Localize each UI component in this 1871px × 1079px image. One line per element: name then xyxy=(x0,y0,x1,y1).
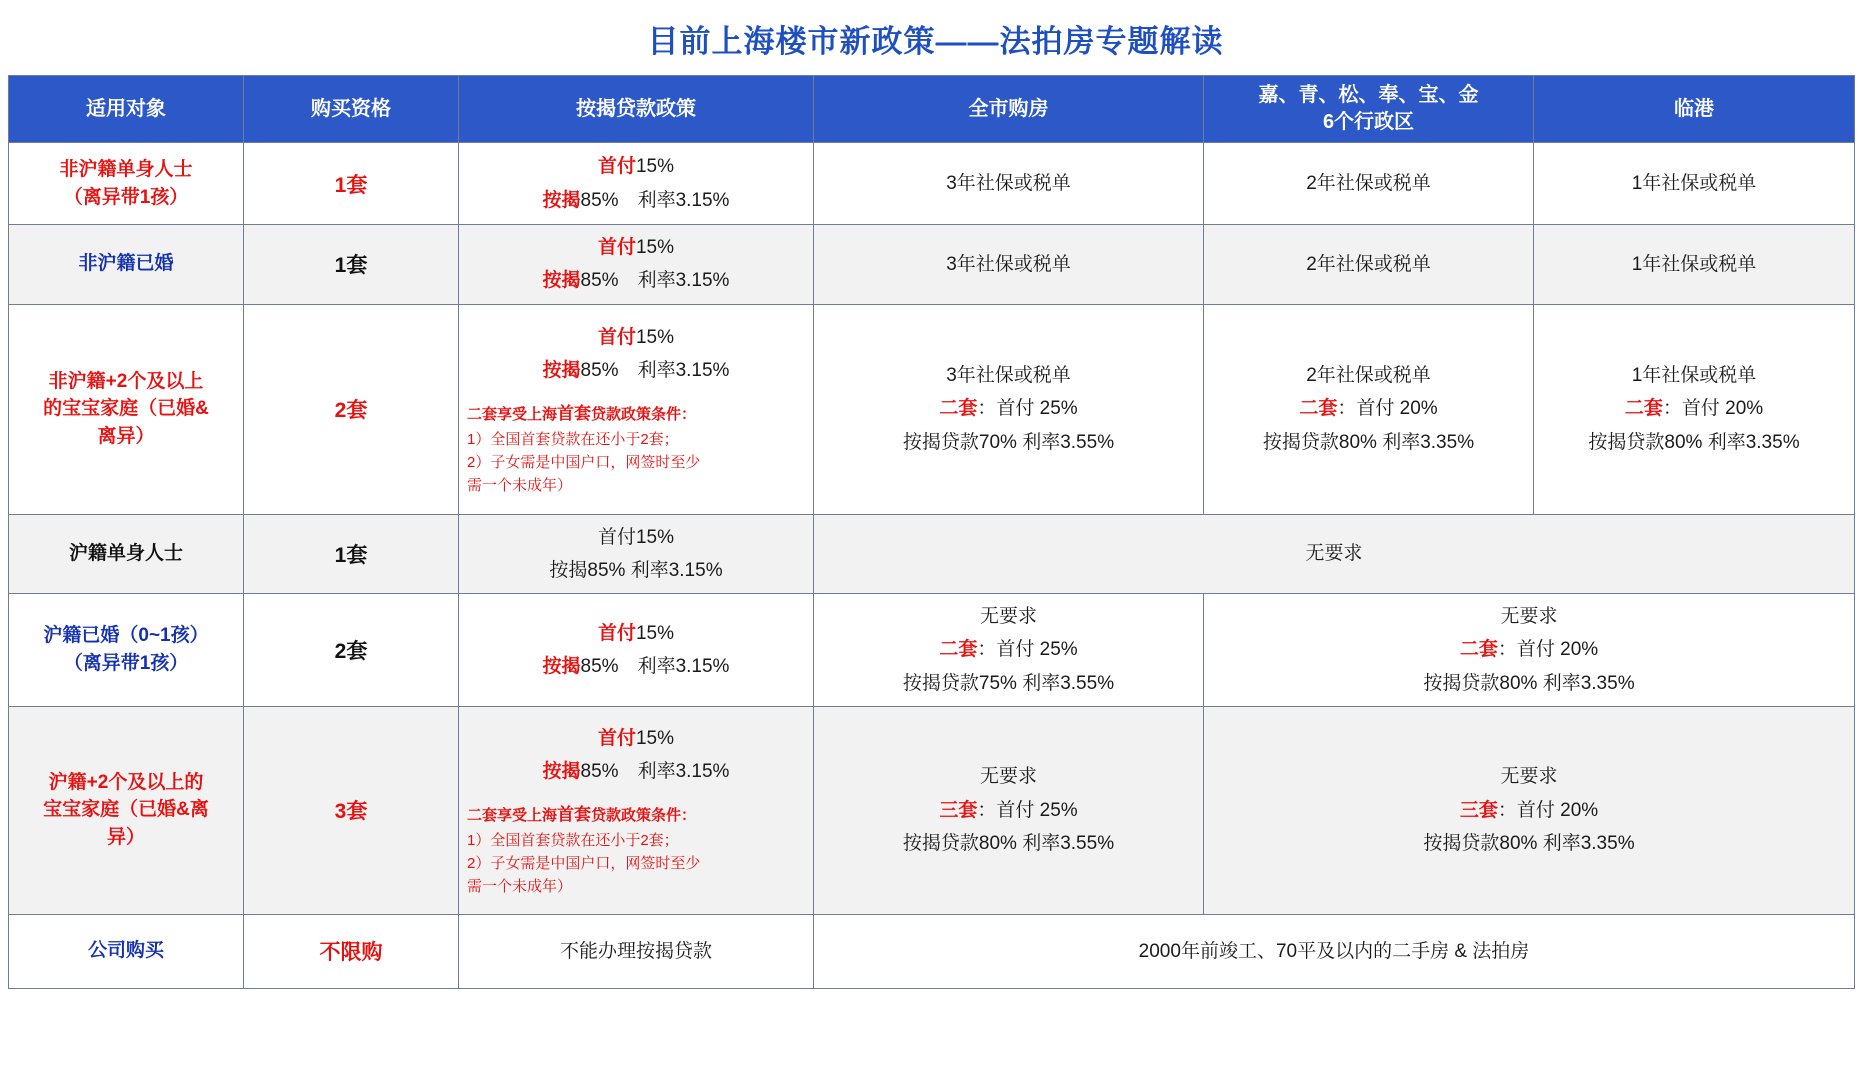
cell-loan-policy xyxy=(459,304,814,514)
lingang-line-1: 1年社保或税单 xyxy=(1631,365,1757,387)
table-row xyxy=(9,706,1855,914)
table-row xyxy=(9,914,1855,988)
loan-note-item-2: 2）子女需是中国户口，网签时至少 xyxy=(467,453,701,471)
loan-line-1: 首付15% xyxy=(597,237,675,258)
table-header xyxy=(9,76,1855,143)
object-line1: 沪籍+2个及以上的 xyxy=(48,771,204,793)
loan-line-2: 按揭85% 利率3.15% xyxy=(549,559,723,581)
six-districts-line-3: 按揭贷款80% 利率3.35% xyxy=(1262,431,1475,453)
header-cell-six-districts xyxy=(1204,76,1534,143)
cell-loan-policy xyxy=(459,706,814,914)
table-row xyxy=(9,143,1855,225)
loan-line-1: 首付15% xyxy=(597,526,675,548)
cell-lingang: 1年社保或税单 xyxy=(1534,143,1855,225)
cell-merged-right xyxy=(1204,706,1855,914)
object-line3: 异） xyxy=(106,827,145,849)
cell-loan-policy xyxy=(459,225,814,305)
citywide-line-3: 按揭贷款75% 利率3.55% xyxy=(902,672,1115,694)
cell-object xyxy=(9,706,244,914)
loan-note xyxy=(467,802,805,898)
citywide-line-1: 3年社保或税单 xyxy=(946,365,1071,387)
cell-citywide xyxy=(814,304,1204,514)
header-cell-qualification: 购买资格 xyxy=(244,76,459,143)
cell-merged-requirements: 无要求 xyxy=(814,514,1855,594)
cell-citywide: 3年社保或税单 xyxy=(814,225,1204,305)
object-line2: （离异带1孩） xyxy=(63,652,189,674)
cell-qualification: 2套 xyxy=(244,304,459,514)
object-line2: 的宝宝家庭（已婚& xyxy=(43,398,209,420)
merged-right-line-3: 按揭贷款80% 利率3.35% xyxy=(1423,672,1635,694)
six-districts-line-2: 二套：首付 20% xyxy=(1299,398,1438,420)
cell-object: 沪籍单身人士 xyxy=(9,514,244,594)
cell-qualification: 1套 xyxy=(244,143,459,225)
cell-merged-right: 2000年前竣工、70平及以内的二手房 & 法拍房 xyxy=(814,914,1855,988)
cell-qualification: 2套 xyxy=(244,594,459,707)
header-cell-object: 适用对象 xyxy=(9,76,244,143)
citywide-line-3: 按揭贷款70% 利率3.55% xyxy=(902,431,1115,453)
cell-object: 公司购买 xyxy=(9,914,244,988)
cell-loan-policy xyxy=(459,143,814,225)
loan-note-item-2b: 需一个未成年） xyxy=(467,878,573,896)
table-row xyxy=(9,594,1855,707)
merged-right-line-1: 无要求 xyxy=(1500,606,1558,627)
cell-citywide: 3年社保或税单 xyxy=(814,143,1204,225)
cell-lingang xyxy=(1534,304,1855,514)
citywide-line-1: 无要求 xyxy=(979,766,1037,788)
cell-loan-policy xyxy=(459,514,814,594)
header-cell-citywide: 全市购房 xyxy=(814,76,1204,143)
object-line2: 宝宝家庭（已婚&离 xyxy=(43,799,209,821)
cell-object xyxy=(9,304,244,514)
header-row xyxy=(9,76,1855,143)
cell-qualification: 不限购 xyxy=(244,914,459,988)
cell-qualification: 3套 xyxy=(244,706,459,914)
loan-note-item-1: 1）全国首套贷款在还小于2套； xyxy=(467,430,679,448)
six-districts-line-1: 2年社保或税单 xyxy=(1306,365,1431,387)
cell-object xyxy=(9,143,244,225)
loan-line-2: 按揭85% 利率3.15% xyxy=(542,761,730,783)
loan-line-2: 按揭85% 利率3.15% xyxy=(542,655,730,677)
merged-right-line-3: 按揭贷款80% 利率3.35% xyxy=(1423,832,1635,854)
loan-line-1: 首付15% xyxy=(597,326,675,348)
table-row xyxy=(9,514,1855,594)
cell-qualification: 1套 xyxy=(244,514,459,594)
merged-right-line-2: 三套：首付 20% xyxy=(1459,799,1599,821)
citywide-line-2: 三套：首付 25% xyxy=(939,799,1078,821)
lingang-line-3: 按揭贷款80% 利率3.35% xyxy=(1588,431,1800,453)
cell-citywide xyxy=(814,594,1204,707)
cell-citywide xyxy=(814,706,1204,914)
citywide-line-2: 二套：首付 25% xyxy=(939,398,1078,420)
loan-line-1: 首付15% xyxy=(597,622,675,644)
loan-line-1: 首付15% xyxy=(597,156,675,178)
cell-six-districts: 2年社保或税单 xyxy=(1204,225,1534,305)
table-row xyxy=(9,225,1855,305)
object-line1: 非沪籍单身人士 xyxy=(59,158,193,180)
cell-loan-policy xyxy=(459,594,814,707)
cell-qualification: 1套 xyxy=(244,225,459,305)
loan-line-2: 按揭85% 利率3.15% xyxy=(542,189,730,211)
table-body xyxy=(9,143,1855,989)
citywide-line-2: 二套：首付 25% xyxy=(939,639,1078,661)
table-row xyxy=(9,304,1855,514)
policy-table xyxy=(8,75,1855,989)
object-line2: （离异带1孩） xyxy=(63,186,189,208)
object-line1: 沪籍已婚（0~1孩） xyxy=(43,625,209,647)
loan-line-2: 按揭85% 利率3.15% xyxy=(542,270,730,292)
cell-lingang: 1年社保或税单 xyxy=(1534,225,1855,305)
loan-line-2: 按揭85% 利率3.15% xyxy=(542,359,730,381)
citywide-line-3: 按揭贷款80% 利率3.55% xyxy=(902,832,1115,854)
cell-loan-policy: 不能办理按揭贷款 xyxy=(459,914,814,988)
header-cell-lingang: 临港 xyxy=(1534,76,1855,143)
object-line1: 非沪籍+2个及以上 xyxy=(48,370,204,392)
header-six-districts-line2: 6个行政区 xyxy=(1322,111,1415,133)
cell-six-districts xyxy=(1204,304,1534,514)
loan-line-1: 首付15% xyxy=(597,727,675,749)
page-title: 目前上海楼市新政策——法拍房专题解读 xyxy=(647,24,1224,59)
loan-note-title: 二套享受上海首套贷款政策条件： xyxy=(467,805,697,825)
lingang-line-2: 二套：首付 20% xyxy=(1624,398,1764,420)
loan-note-item-2b: 需一个未成年） xyxy=(467,477,573,495)
loan-note-title: 二套享受上海首套贷款政策条件： xyxy=(467,404,697,424)
cell-object: 非沪籍已婚 xyxy=(9,225,244,305)
header-six-districts-line1: 嘉、青、松、奉、宝、金 xyxy=(1258,84,1479,106)
object-line3: 离异） xyxy=(97,425,155,447)
loan-note xyxy=(467,401,805,497)
cell-merged-right xyxy=(1204,594,1855,707)
citywide-line-1: 无要求 xyxy=(979,606,1037,627)
header-cell-loan-policy: 按揭贷款政策 xyxy=(459,76,814,143)
cell-six-districts: 2年社保或税单 xyxy=(1204,143,1534,225)
loan-note-item-2: 2）子女需是中国户口，网签时至少 xyxy=(467,855,701,873)
loan-note-item-1: 1）全国首套贷款在还小于2套； xyxy=(467,831,679,849)
merged-right-line-1: 无要求 xyxy=(1500,766,1558,788)
cell-object xyxy=(9,594,244,707)
merged-right-line-2: 二套：首付 20% xyxy=(1459,639,1599,661)
